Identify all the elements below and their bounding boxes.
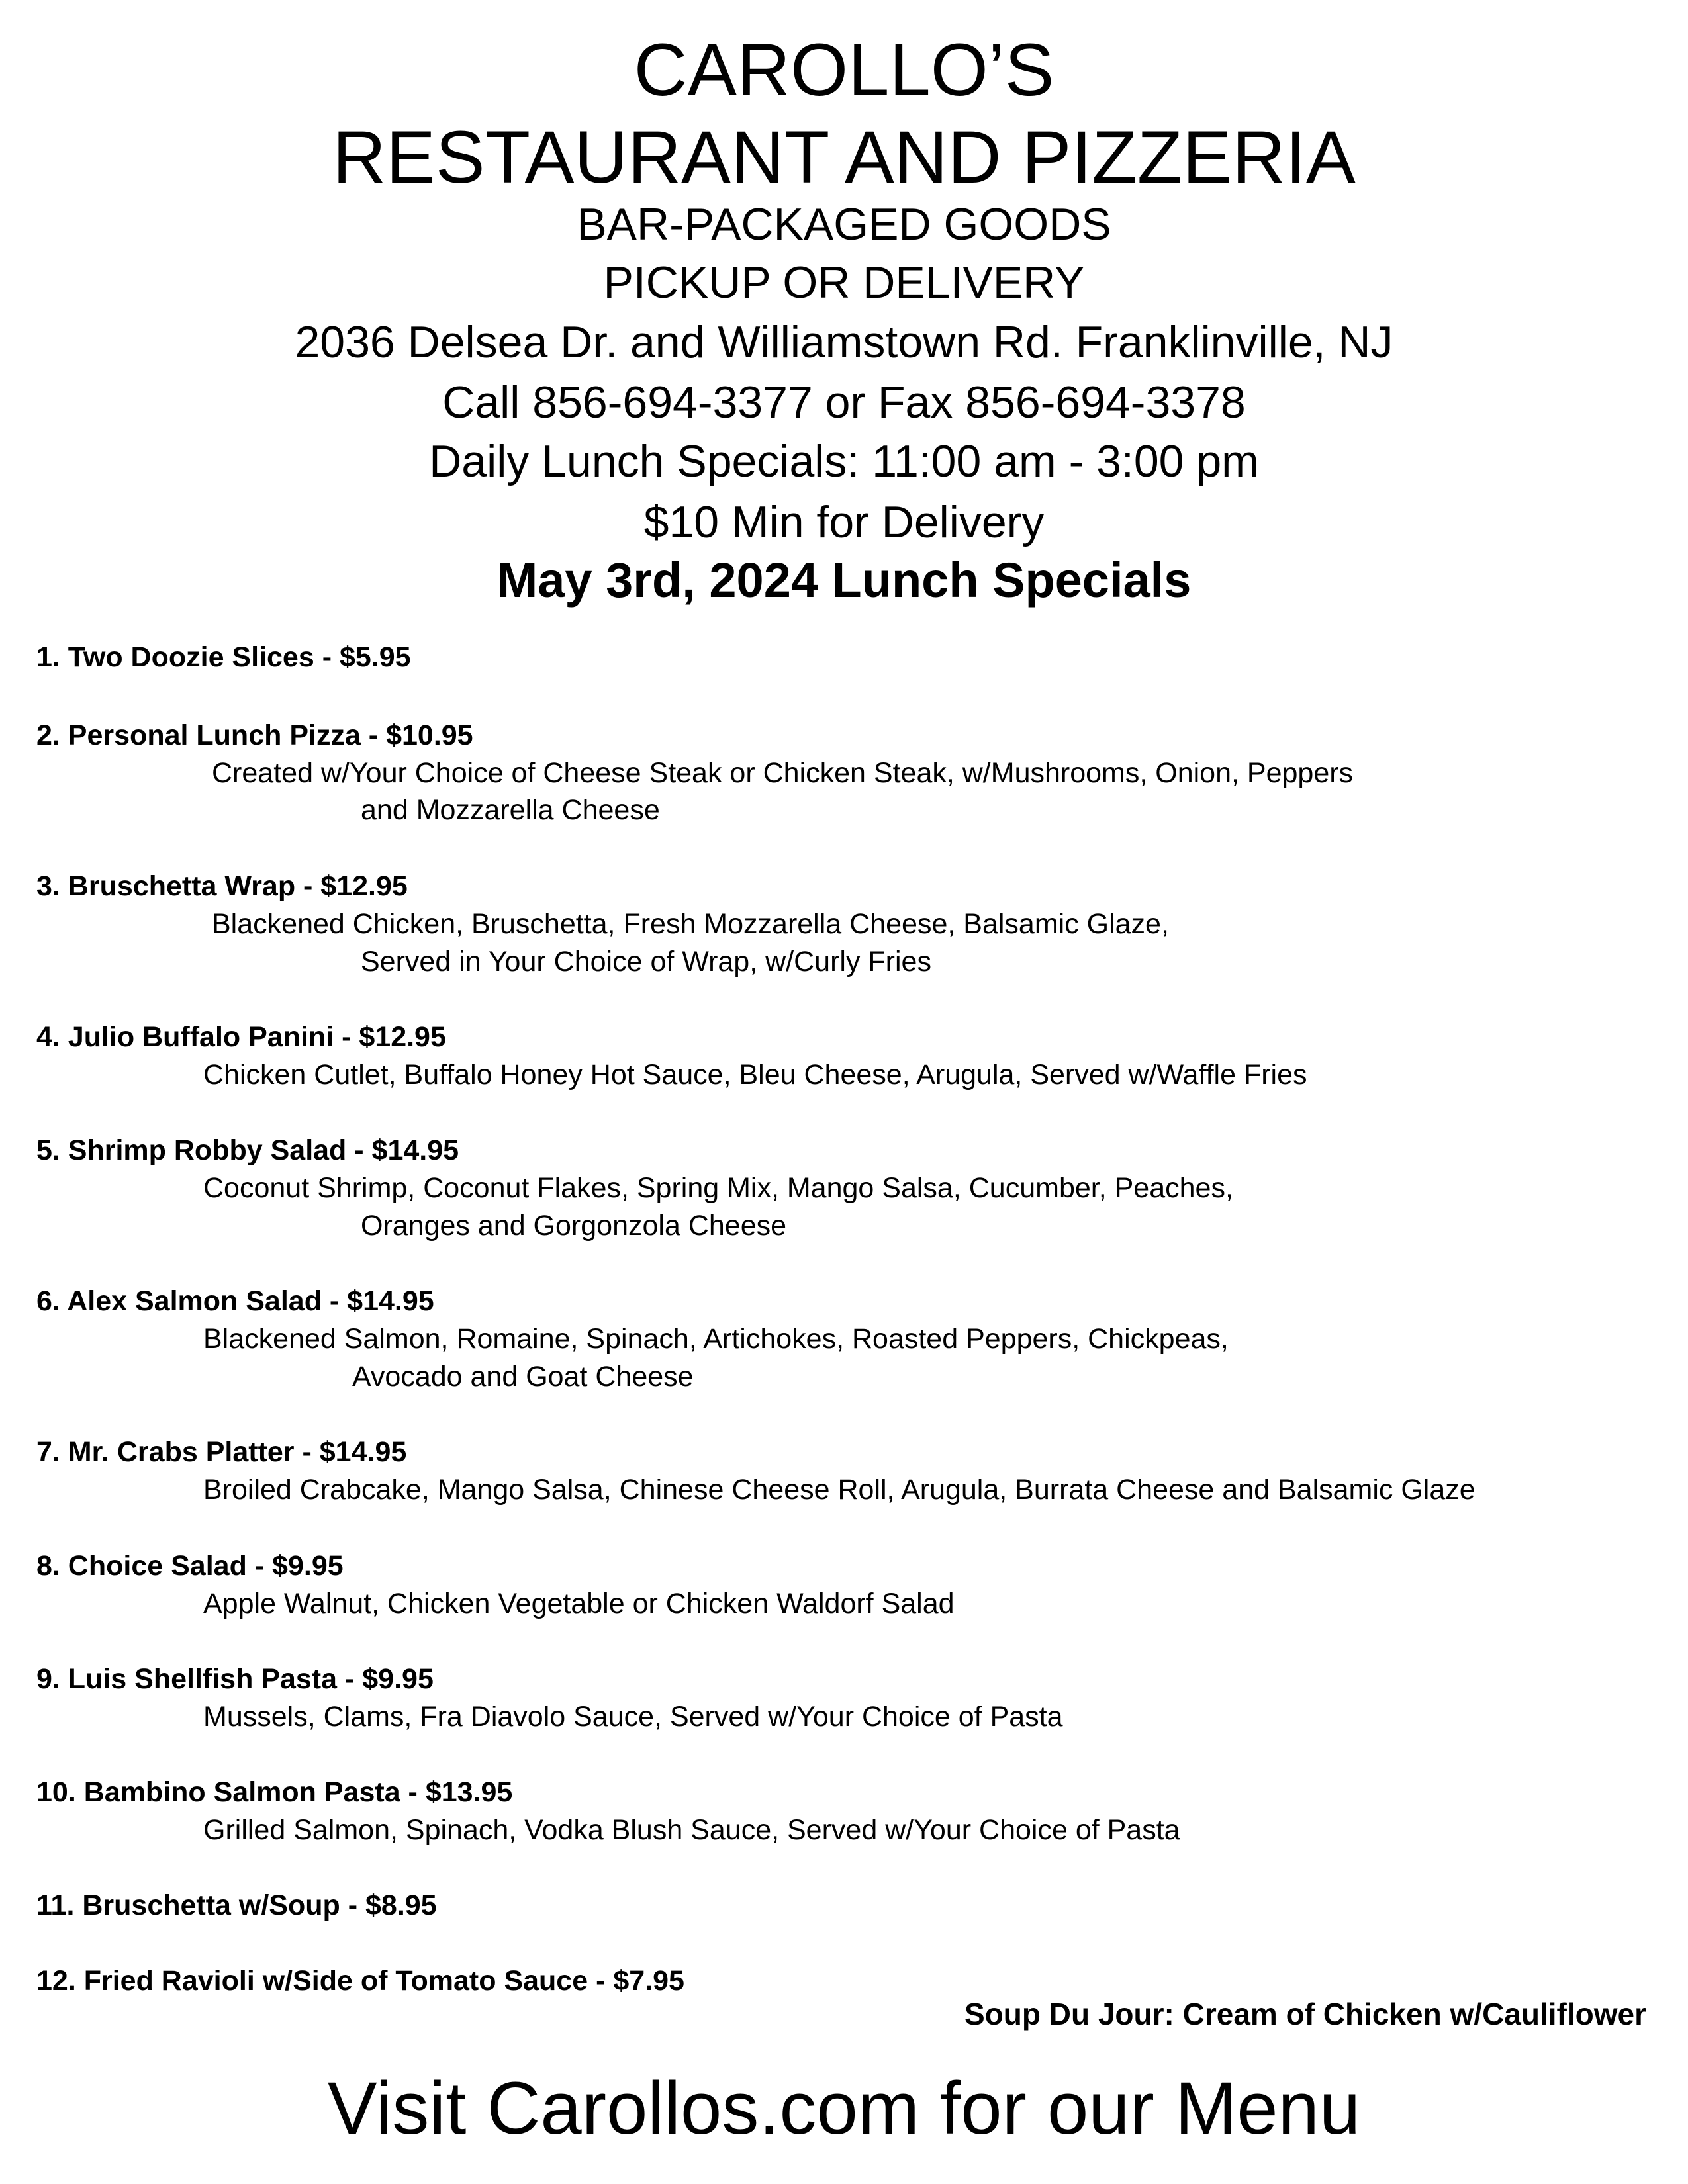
menu-item-title: 2. Personal Lunch Pizza - $10.95 <box>36 719 473 751</box>
lunch-hours: Daily Lunch Specials: 11:00 am - 3:00 pm <box>429 436 1259 486</box>
menu-item-description: Blackened Chicken, Bruschetta, Fresh Mozzarella Cheese, Balsamic Glaze, <box>212 908 1169 940</box>
menu-item-title: 7. Mr. Crabs Platter - $14.95 <box>36 1436 407 1468</box>
header-line-packaged-goods: BAR-PACKAGED GOODS <box>577 199 1111 250</box>
restaurant-name: CAROLLO’S <box>633 28 1055 111</box>
menu-item-title: 3. Bruschetta Wrap - $12.95 <box>36 870 408 902</box>
menu-item-description: Mussels, Clams, Fra Diavolo Sauce, Served w/Your Choice of Pasta <box>203 1701 1063 1733</box>
menu-item-title: 8. Choice Salad - $9.95 <box>36 1550 344 1582</box>
menu-item-description: Apple Walnut, Chicken Vegetable or Chicken Waldorf Salad <box>203 1588 955 1619</box>
delivery-minimum: $10 Min for Delivery <box>643 497 1045 547</box>
menu-item-title: 5. Shrimp Robby Salad - $14.95 <box>36 1134 459 1166</box>
menu-item-description: Coconut Shrimp, Coconut Flakes, Spring Mix, Mango Salsa, Cucumber, Peaches, <box>203 1172 1233 1204</box>
menu-item-title: 6. Alex Salmon Salad - $14.95 <box>36 1285 434 1317</box>
specials-title: May 3rd, 2024 Lunch Specials <box>496 553 1192 608</box>
menu-item-title: 1. Two Doozie Slices - $5.95 <box>36 641 411 673</box>
menu-item-description: Avocado and Goat Cheese <box>352 1361 694 1392</box>
header-line-pickup: PICKUP OR DELIVERY <box>603 257 1085 308</box>
menu-item-title: 10. Bambino Salmon Pasta - $13.95 <box>36 1776 513 1808</box>
menu-item-description: Grilled Salmon, Spinach, Vodka Blush Sauce, Served w/Your Choice of Pasta <box>203 1814 1180 1846</box>
menu-item-description: Broiled Crabcake, Mango Salsa, Chinese Cheese Roll, Arugula, Burrata Cheese and Balsamic Glaze <box>203 1474 1476 1506</box>
menu-item-description: Created w/Your Choice of Cheese Steak or Chicken Steak, w/Mushrooms, Onion, Peppers <box>212 757 1354 789</box>
menu-item-title: 11. Bruschetta w/Soup - $8.95 <box>36 1889 437 1921</box>
menu-item-title: 9. Luis Shellfish Pasta - $9.95 <box>36 1663 434 1695</box>
soup-du-jour: Soup Du Jour: Cream of Chicken w/Cauliflower <box>964 1997 1646 2031</box>
website-footer: Visit Carollos.com for our Menu <box>327 2067 1361 2150</box>
phone-fax: Call 856-694-3377 or Fax 856-694-3378 <box>442 377 1246 428</box>
address: 2036 Delsea Dr. and Williamstown Rd. Franklinville, NJ <box>295 317 1393 367</box>
menu-item-description: Chicken Cutlet, Buffalo Honey Hot Sauce, Bleu Cheese, Arugula, Served w/Waffle Fries <box>203 1059 1307 1091</box>
restaurant-subtitle: RESTAURANT AND PIZZERIA <box>332 116 1356 199</box>
menu-item-description: Blackened Salmon, Romaine, Spinach, Artichokes, Roasted Peppers, Chickpeas, <box>203 1323 1229 1355</box>
menu-item-description: Oranges and Gorgonzola Cheese <box>361 1210 787 1242</box>
menu-item-title: 12. Fried Ravioli w/Side of Tomato Sauce - $7.95 <box>36 1965 684 1997</box>
menu-item-description: Served in Your Choice of Wrap, w/Curly Fries <box>361 946 931 978</box>
menu-item-title: 4. Julio Buffalo Panini - $12.95 <box>36 1021 446 1053</box>
menu-item-description: and Mozzarella Cheese <box>361 794 660 826</box>
